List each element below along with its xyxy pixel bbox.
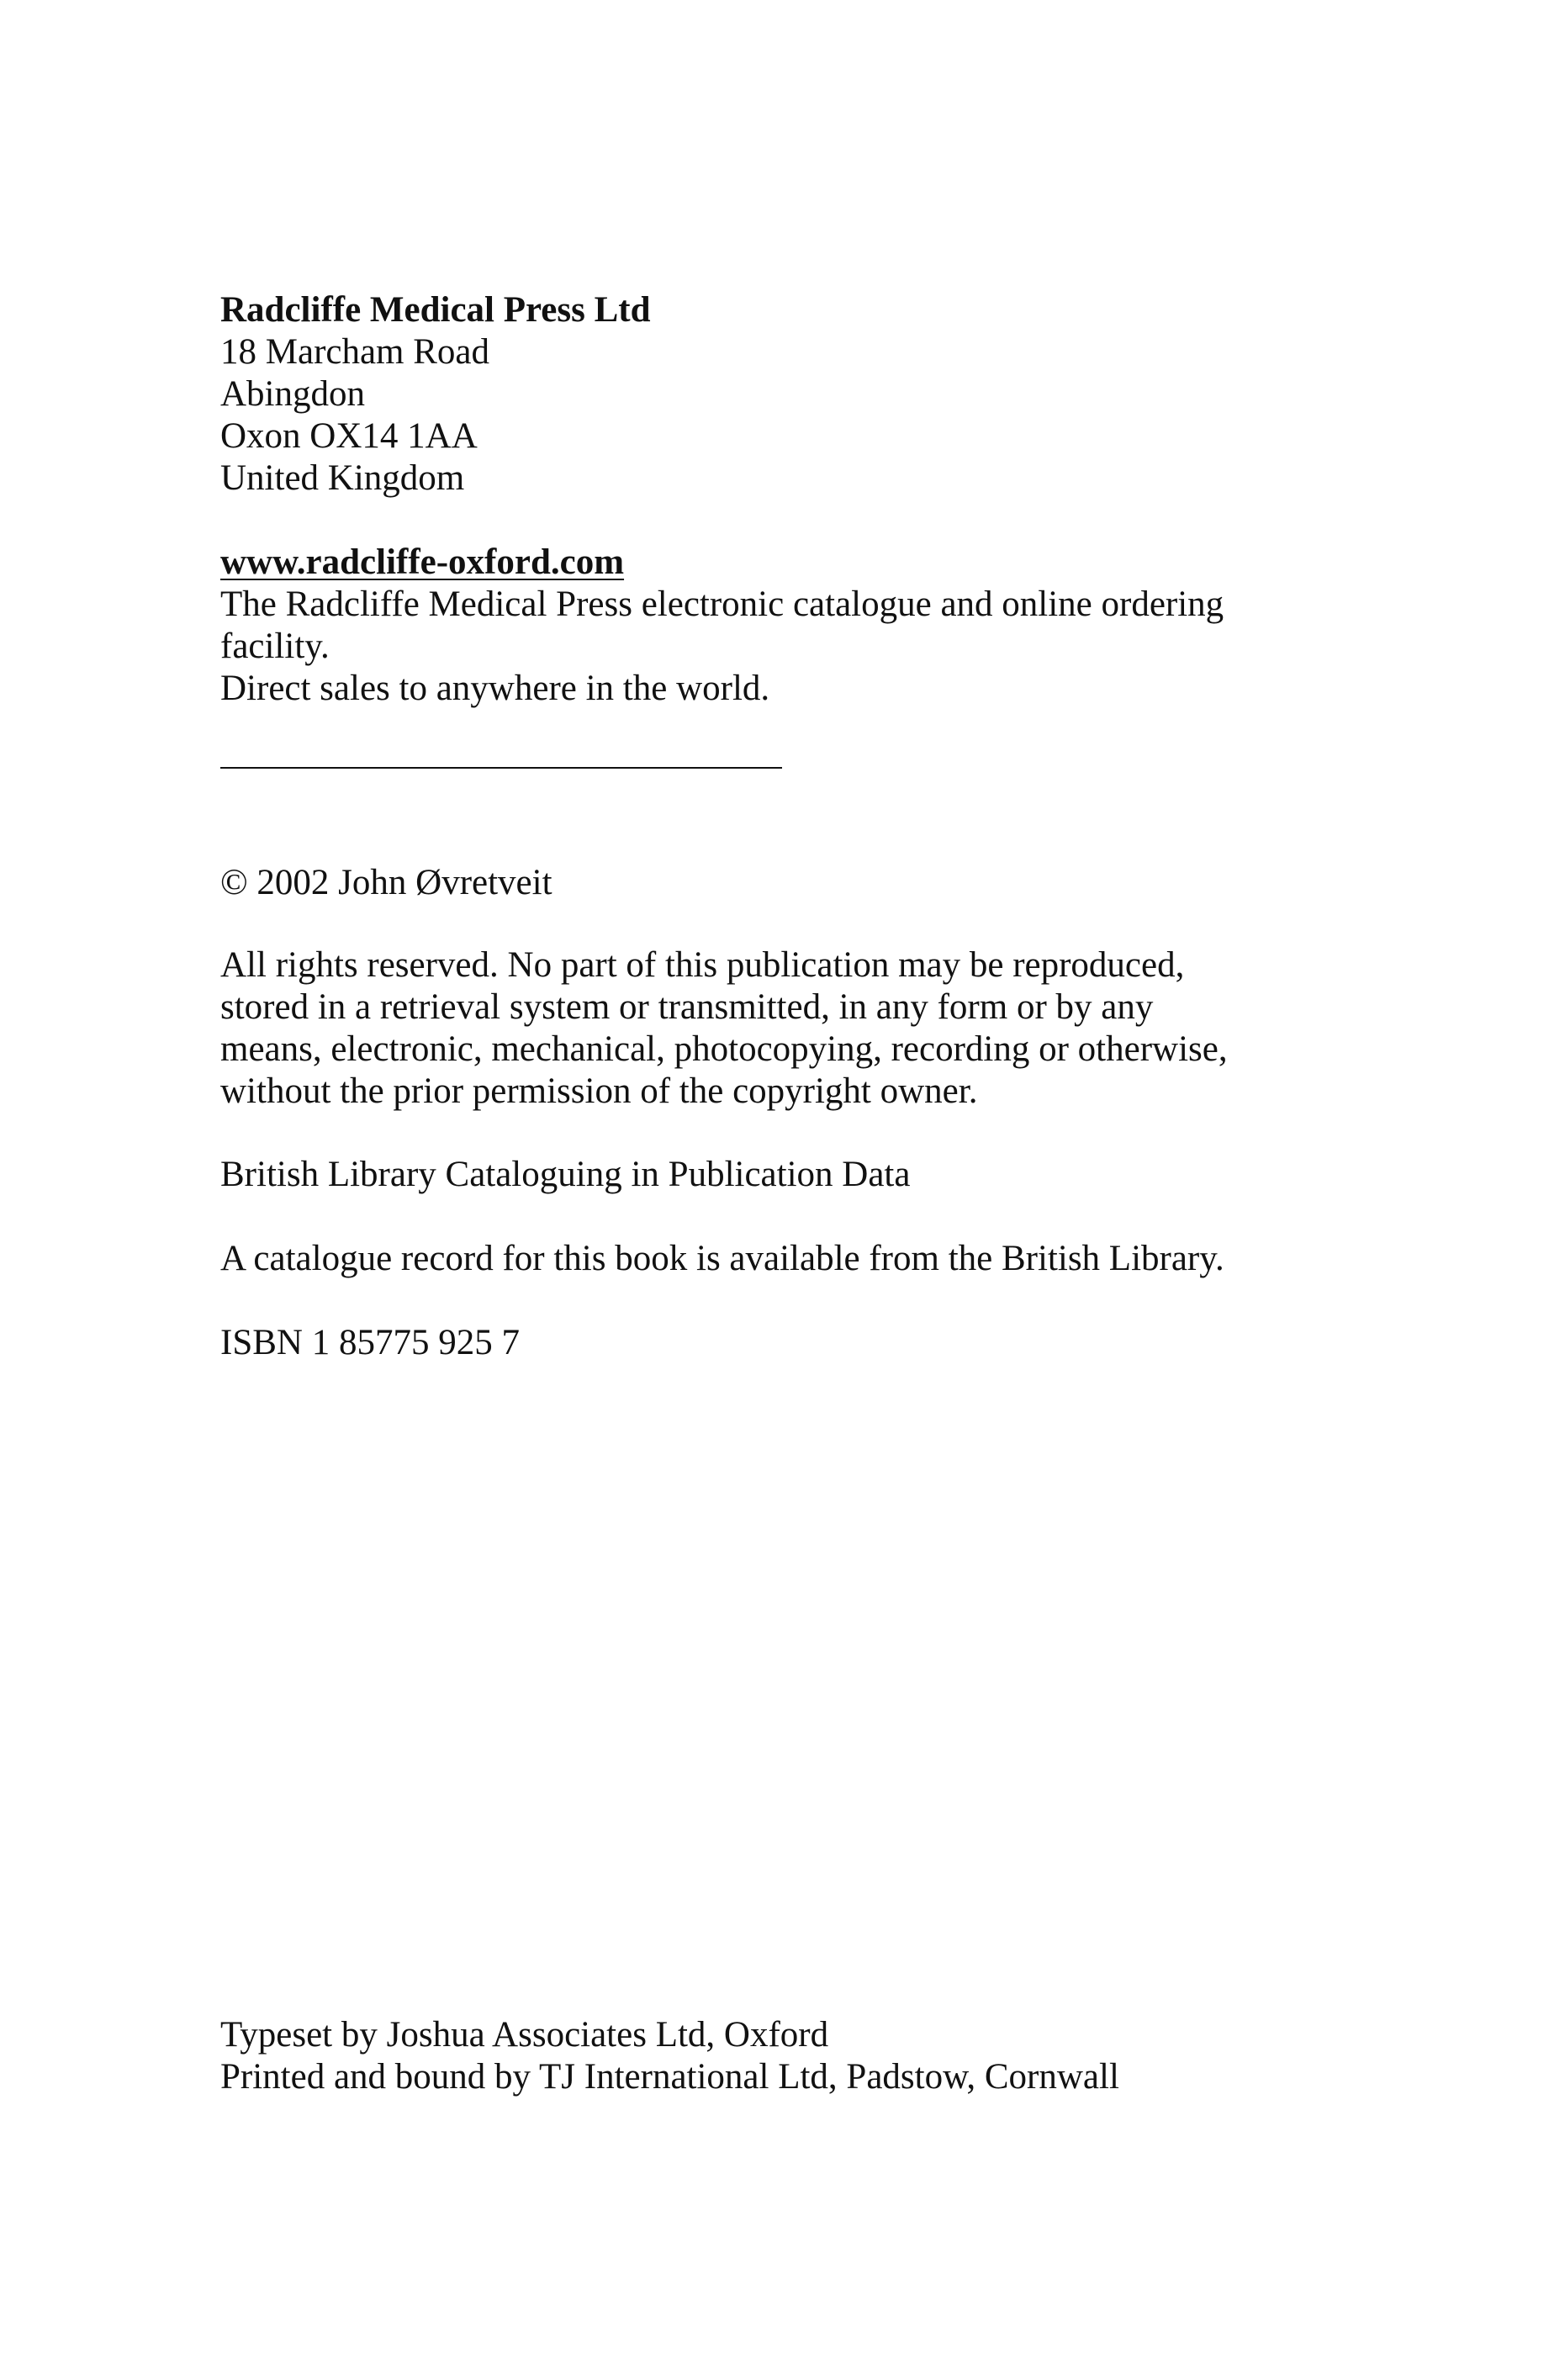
website-description-line: facility. [220, 627, 330, 666]
divider-rule [220, 767, 782, 769]
rights-line: without the prior permission of the copyright owner. [220, 1071, 978, 1111]
copyright-line: © 2002 John Øvretveit [220, 863, 552, 902]
cip-heading [220, 1154, 1398, 1196]
typeset-credit: Typeset by Joshua Associates Ltd, Oxford [220, 2015, 829, 2055]
cip-record [220, 1238, 1398, 1280]
address-line: Abingdon [220, 374, 365, 414]
cip-heading-text: British Library Cataloguing in Publication Data [220, 1155, 911, 1194]
rights-line: All rights reserved. No part of this publication may be reproduced, [220, 945, 1185, 985]
website-description-line: Direct sales to anywhere in the world. [220, 669, 770, 708]
rights-line: stored in a retrieval system or transmitted, in any form or by any [220, 987, 1154, 1027]
printing-credit: Printed and bound by TJ International Ltd, Padstow, Cornwall [220, 2057, 1119, 2097]
printer-credits [220, 2014, 1398, 2098]
isbn-text: ISBN 1 85775 925 7 [220, 1323, 520, 1362]
copyright-notice [220, 862, 1398, 904]
address-line: 18 Marcham Road [220, 332, 490, 372]
website-description-line: The Radcliffe Medical Press electronic catalogue and online ordering [220, 584, 1224, 624]
publisher-name: Radcliffe Medical Press Ltd [220, 290, 651, 330]
address-line: Oxon OX14 1AA [220, 416, 478, 456]
isbn [220, 1322, 1398, 1364]
publisher-block [220, 289, 1398, 500]
website-link[interactable]: www.radcliffe-oxford.com [220, 542, 625, 582]
rights-statement [220, 944, 1398, 1113]
cip-record-text: A catalogue record for this book is available from the British Library. [220, 1239, 1224, 1278]
rights-line: means, electronic, mechanical, photocopying, recording or otherwise, [220, 1029, 1228, 1069]
address-line: United Kingdom [220, 458, 465, 498]
website-block [220, 542, 1398, 710]
